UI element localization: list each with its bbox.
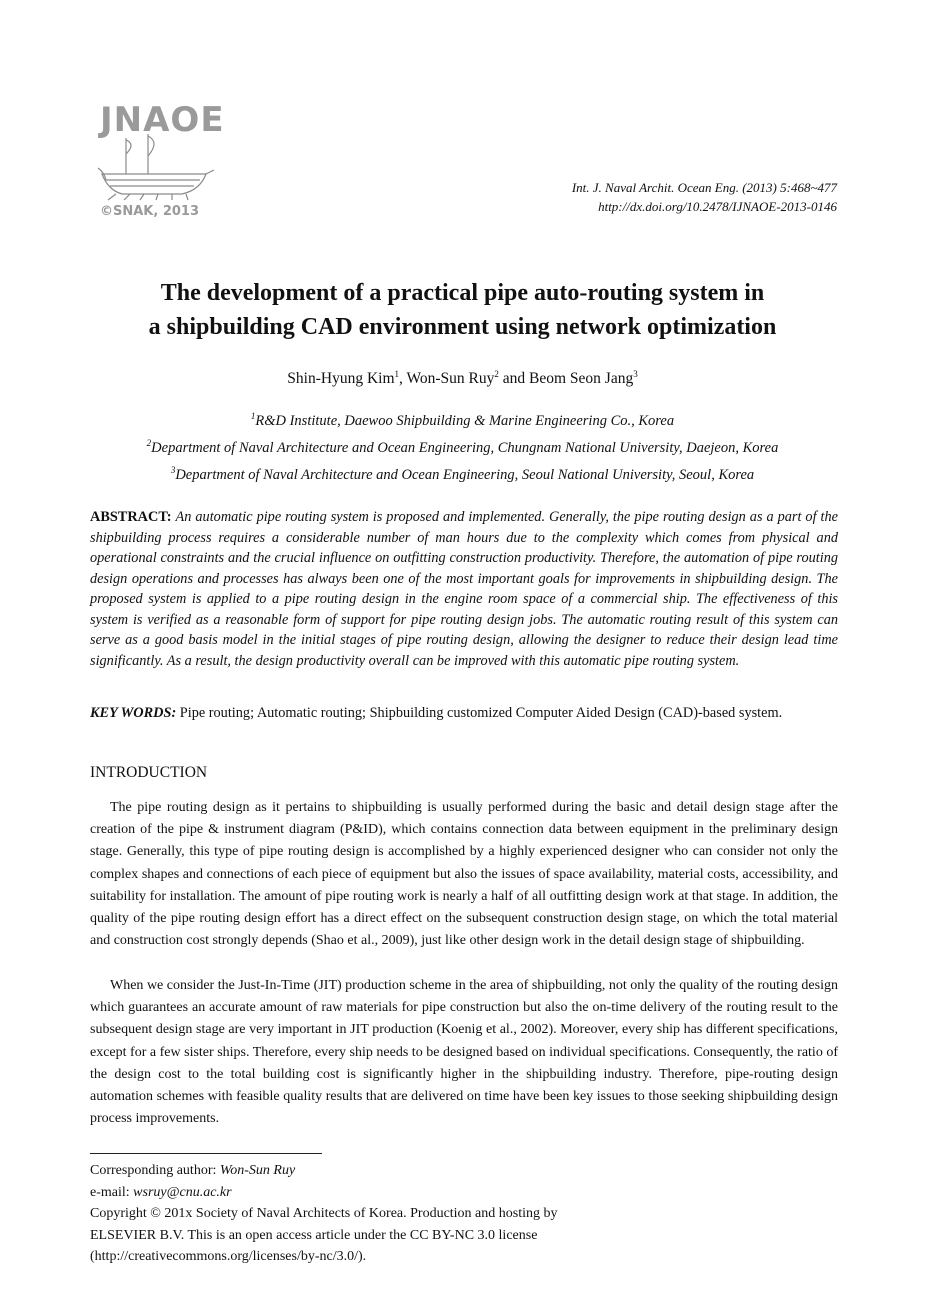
journal-citation: [572, 178, 837, 216]
affiliation-item: [60, 405, 865, 432]
author-affil-sup: 3: [633, 369, 638, 379]
paper-title: [60, 276, 865, 344]
author-name: Beom Seon Jang: [529, 370, 634, 388]
email-label: e-mail:: [90, 1184, 134, 1200]
section-heading: INTRODUCTION: [90, 764, 208, 781]
body-paragraph: When we consider the Just-In-Time (JIT) production scheme in the area of shipbuilding, not only the quality of the routing design which guarantees an accurate amount of raw materials for pipe construction but also the on-time delivery of the routing result to the subsequent design stage are very important in JIT production (Koenig et al., 2002). Moreover, every ship has different specifications, except for a few sister ships. Therefore, every ship needs to be designed based on individual specifications. Consequently, the ratio of the design cost to the total building cost is significantly higher in the shipbuilding industry. Therefore, pipe-routing design automation schemes with feasible quality results that are delivered on time have been key issues to those seeking shipbuilding design process improvements.: [90, 978, 838, 1127]
email-line: [90, 1182, 560, 1204]
title-line-2: a shipbuilding CAD environment using network optimization: [148, 314, 777, 340]
affiliation-sup: 2: [146, 437, 152, 448]
affiliation-sup: 3: [170, 464, 176, 475]
affiliation-item: [60, 459, 865, 486]
corresponding-author: [90, 1160, 560, 1182]
author-name: Shin-Hyung Kim: [287, 370, 395, 388]
doi-link[interactable]: http://dx.doi.org/10.2478/IJNAOE-2013-0146: [598, 199, 837, 214]
affiliation-sup: 1: [250, 411, 256, 421]
footnote-divider: [90, 1153, 322, 1154]
affiliation-item: [60, 432, 865, 459]
footnote: [90, 1160, 560, 1268]
abstract-label: ABSTRACT:: [90, 509, 172, 525]
author-affil-sup: 2: [494, 369, 499, 379]
affiliation-text: Department of Naval Architecture and Ocean Engineering, Seoul National University, Seoul, Korea: [175, 466, 755, 483]
corresponding-name: Won-Sun Ruy: [219, 1163, 296, 1178]
author-separator: and: [498, 370, 530, 388]
author-separator: ,: [399, 370, 407, 388]
keywords: [90, 705, 850, 722]
affiliations: [60, 405, 865, 485]
abstract: [90, 507, 838, 671]
ship-illustration-icon: [96, 134, 216, 202]
abstract-text: An automatic pipe routing system is proposed and implemented. Generally, the pipe routing design as a part of the shipbuilding process requires a considerable number of man hours due to the complexity which comes from physical and operational constraints and the crucial influence on outfitting construction productivity. Therefore, the automation of pipe routing design operations and processes has always been one of the most important goals for improvements in shipbuilding design. The proposed system is applied to a pipe routing design in the engine room space of a commercial ship. The effectiveness of this system is verified as a reasonable form of support for pipe routing design jobs. The automatic routing result of this system can serve as a good basis model in the initial stages of pipe routing design, allowing the designer to reduce their design lead time significantly. As a result, the design productivity overall can be improved with this automatic pipe routing system.: [90, 509, 838, 669]
body-paragraph: The pipe routing design as it pertains to shipbuilding is usually performed during the basic and detail design stage after the creation of the pipe & instrument diagram (P&ID), which contains connection data between equipment in the preliminary design stage. Generally, this type of pipe routing design is accomplished by a highly experienced designer who can consider not only the complex shapes and connections of each piece of equipment but also the issues of space availability, material costs, accessibility, and suitability for installation. The amount of pipe routing work is nearly a half of all outfitting design work at that stage. In addition, the quality of the pipe routing design effort has a direct effect on the subsequent construction design stage, on which the total material and construction cost strongly depends (Shao et al., 2009), just like other design work in the detail design stage of shipbuilding.: [90, 800, 838, 949]
logo-wordmark: JNAOE: [100, 100, 225, 140]
copyright-notice: Copyright © 201x Society of Naval Architects of Korea. Production and hosting by ELSEVIER B.V. This is an open access article under the CC BY-NC 3.0 license (http://creativecommons.org/licenses/by-nc/3.0/).: [90, 1206, 558, 1264]
keywords-text: Pipe routing; Automatic routing; Shipbuilding customized Computer Aided Design (CAD)-based system.: [179, 705, 783, 721]
author-name: Won-Sun Ruy: [406, 370, 495, 388]
logo-copyright: ©SNAK, 2013: [100, 204, 200, 219]
author-affil-sup: 1: [394, 369, 399, 379]
title-line-1: The development of a practical pipe auto-routing system in: [160, 280, 765, 306]
journal-logo: [96, 100, 225, 222]
corresponding-label: Corresponding author:: [90, 1163, 220, 1178]
journal-reference: Int. J. Naval Archit. Ocean Eng. (2013) 5:468~477: [571, 180, 837, 195]
affiliation-text: R&D Institute, Daewoo Shipbuilding & Marine Engineering Co., Korea: [255, 412, 675, 429]
author-list: [60, 369, 865, 388]
affiliation-text: Department of Naval Architecture and Ocean Engineering, Chungnam National University, Daejeon, Korea: [151, 439, 779, 456]
email-link[interactable]: wsruy@cnu.ac.kr: [133, 1184, 232, 1200]
keywords-label: KEY WORDS:: [90, 705, 177, 721]
